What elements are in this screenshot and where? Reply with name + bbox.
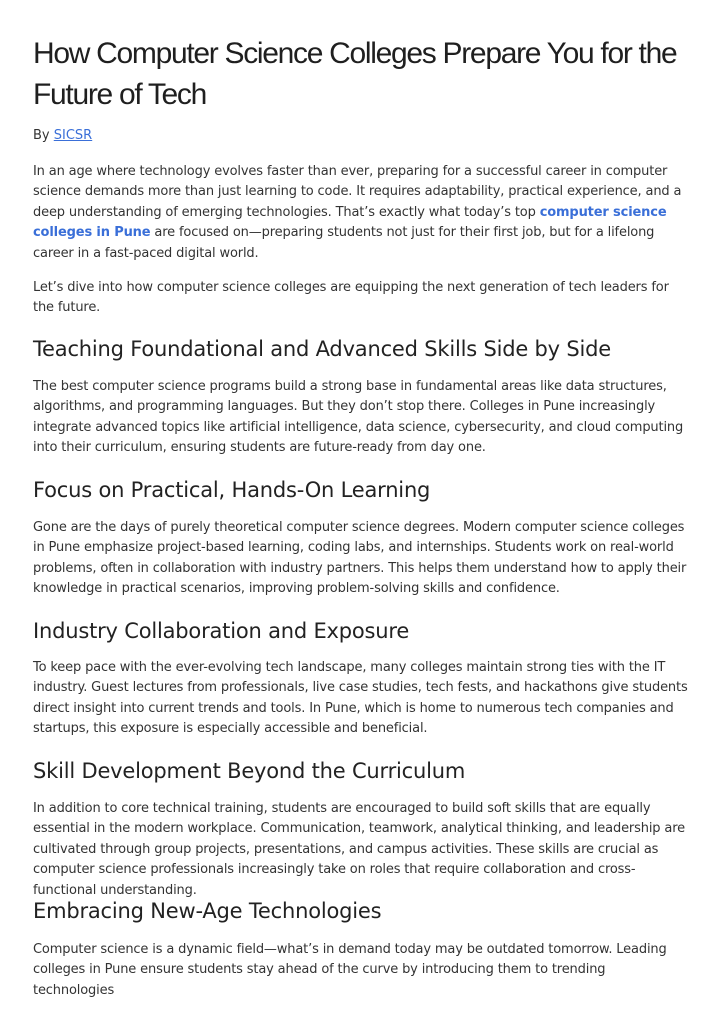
author-link[interactable]: SICSR (53, 128, 93, 143)
intro-paragraph-2: Let’s dive into how computer science colleges are equipping the next generation of tech leaders for the future. (33, 280, 669, 316)
article-title: How Computer Science Colleges Prepare You for the Future of Tech (33, 37, 677, 111)
section-heading-new-age: Embracing New-Age Technologies (33, 899, 382, 923)
intro-paragraph-1 (33, 162, 689, 264)
intro-text-after: are focused on—preparing students not just for their first job, but for a lifelong career in a fast-paced digital world. (33, 225, 655, 261)
byline-prefix: By (33, 128, 54, 143)
section-heading-foundational: Teaching Foundational and Advanced Skills Side by Side (33, 337, 611, 361)
section-body-new-age: Computer science is a dynamic field—what’s in demand today may be outdated tomorrow. Leading colleges in Pune ensure students stay ahead of the curve by introducing them to trending technologies (33, 942, 667, 998)
section-heading-industry: Industry Collaboration and Exposure (33, 619, 410, 643)
byline (33, 126, 92, 146)
section-heading-skills: Skill Development Beyond the Curriculum (33, 759, 466, 783)
section-body-industry: To keep pace with the ever-evolving tech landscape, many colleges maintain strong ties with the IT industry. Guest lectures from professionals, live case studies, tech fests, and hackathons give students direct insight into current trends and tools. In Pune, which is home to numerous tech companies and startups, this exposure is especially accessible and beneficial. (33, 660, 688, 737)
colleges-link[interactable]: computer science colleges in Pune (33, 204, 667, 241)
section-body-hands-on: Gone are the days of purely theoretical computer science degrees. Modern computer science colleges in Pune emphasize project-based learning, coding labs, and internships. Students work on real-world problems, often in collaboration with industry partners. This helps them understand how to apply their knowledge in practical scenarios, improving problem-solving skills and confidence. (33, 520, 687, 597)
section-body-foundational: The best computer science programs build a strong base in fundamental areas like data structures, algorithms, and programming languages. But they don’t stop there. Colleges in Pune increasingly integrate advanced topics like artificial intelligence, data science, cybersecurity, and cloud computing into their curriculum, ensuring students are future-ready from day one. (33, 379, 684, 456)
intro-text-before: In an age where technology evolves faster than ever, preparing for a successful career in computer science demands more than just learning to code. It requires adaptability, practical experience, and a deep understanding of emerging technologies. That’s exactly what today’s top (33, 164, 682, 220)
section-heading-hands-on: Focus on Practical, Hands-On Learning (33, 478, 431, 502)
section-body-skills: In addition to core technical training, students are encouraged to build soft skills that are equally essential in the modern workplace. Communication, teamwork, analytical thinking, and leadership are cultivated through group projects, presentations, and campus activities. These skills are crucial as computer science professionals increasingly take on roles that require collaboration and cross-functional understanding. (33, 801, 685, 898)
